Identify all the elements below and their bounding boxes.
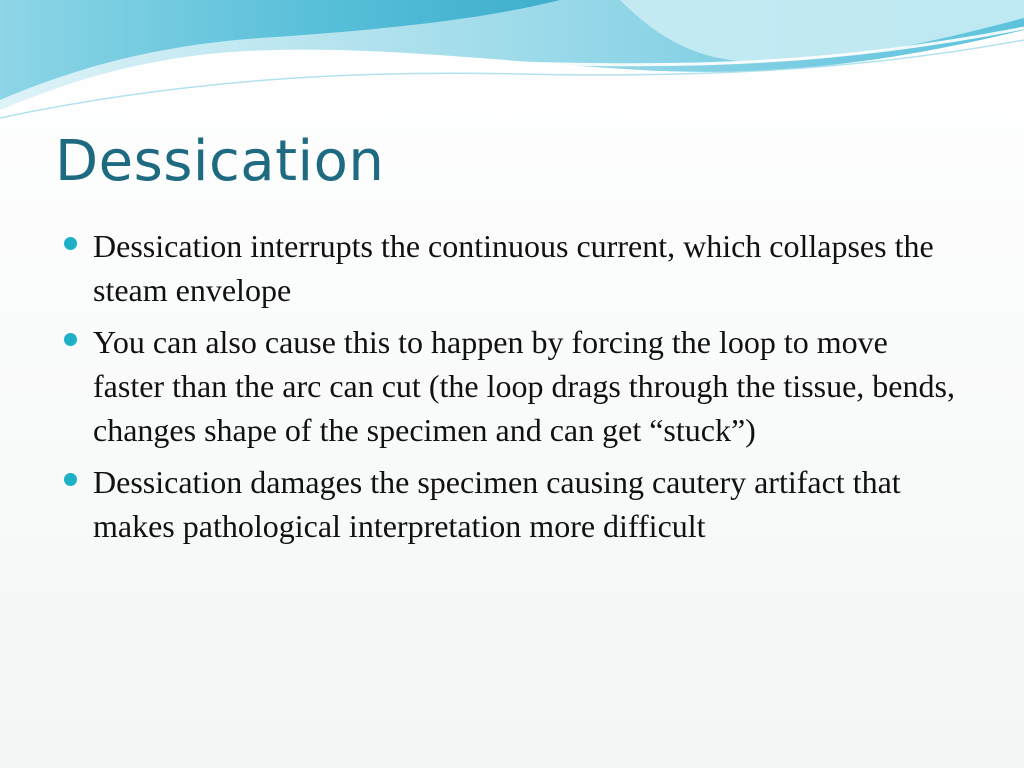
bullet-text: Dessication interrupts the continuous current, which collapses the steam envelope [93, 228, 934, 308]
bullet-item [62, 224, 962, 312]
header-wave-decoration [0, 0, 1024, 130]
bullet-text: Dessication damages the specimen causing cautery artifact that makes pathological interpretation more difficult [93, 464, 901, 544]
bullet-item [62, 320, 962, 452]
bullet-text: You can also cause this to happen by forcing the loop to move faster than the arc can cut (the loop drags through the tissue, bends, changes shape of the specimen and can get “stuck”) [93, 324, 955, 448]
bullet-item [62, 460, 962, 548]
bullet-list [62, 224, 962, 556]
bullet-dot-icon [64, 473, 77, 486]
bullet-dot-icon [64, 333, 77, 346]
bullet-dot-icon [64, 237, 77, 250]
slide-title: Dessication [55, 129, 385, 194]
